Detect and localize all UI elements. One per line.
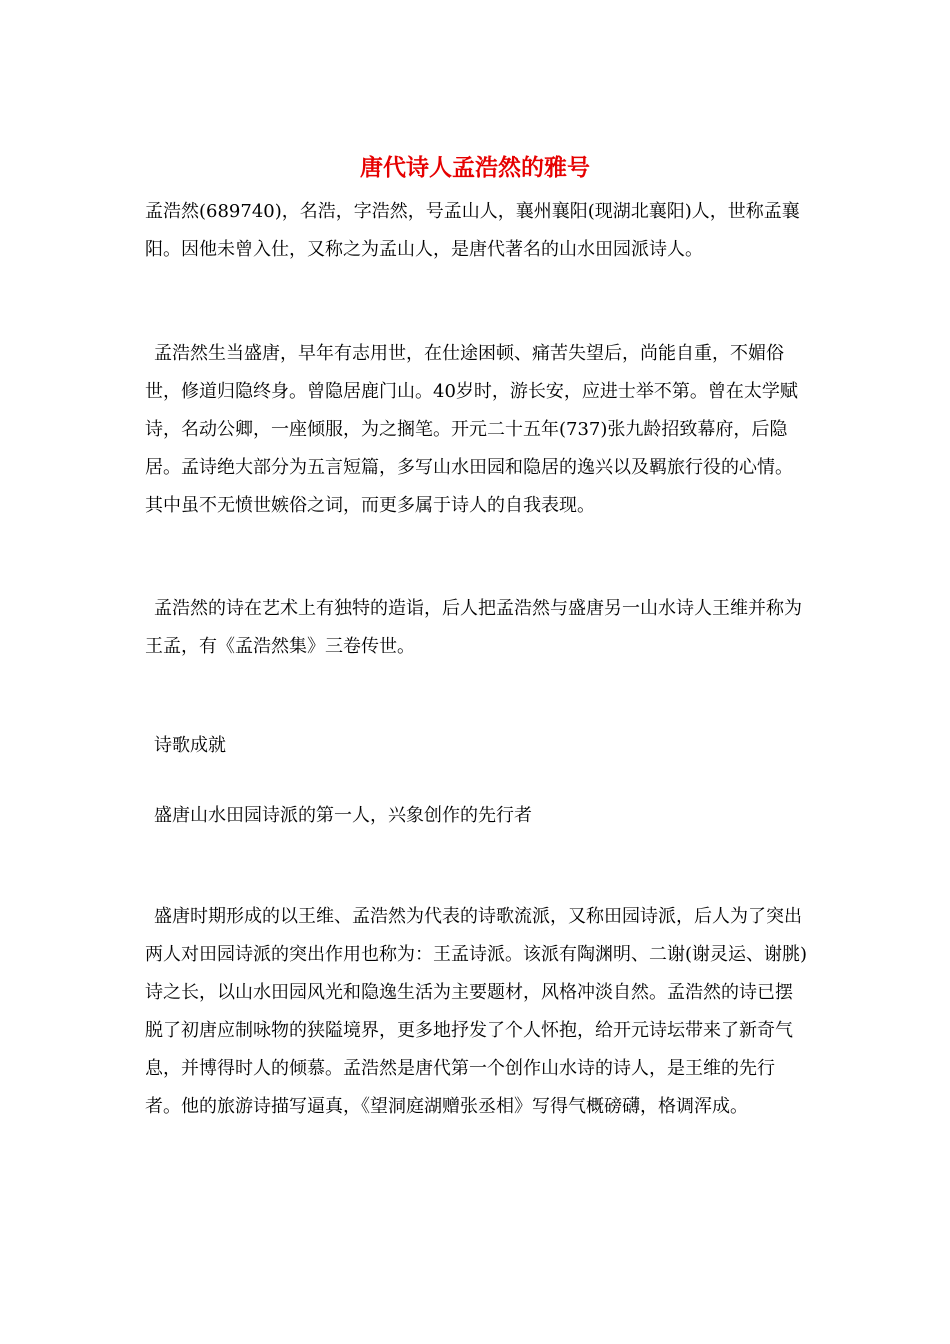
paragraph-intro: 孟浩然(689740)，名浩，字浩然，号孟山人，襄州襄阳(现湖北襄阳)人，世称孟襄阳。因他未曾入仕，又称之为孟山人，是唐代著名的山水田园派诗人。 — [145, 201, 800, 260]
paragraph-poetry-school: 盛唐时期形成的以王维、孟浩然为代表的诗歌流派，又称田园诗派，后人为了突出两人对田园诗派的突出作用也称为：王孟诗派。该派有陶渊明、二谢(谢灵运、谢朓)诗之长，以山水田园风光和隐逸生活为主要题材，风格冲淡自然。孟浩然的诗已摆脱了初唐应制咏物的狭隘境界，更多地抒发了个人怀抱，给开元诗坛带来了新奇气息，并博得时人的倾慕。孟浩然是唐代第一个创作山水诗的诗人，是王维的先行者。他的旅游诗描写逼真，《望洞庭湖赠张丞相》写得气概磅礴，格调浑成。 — [145, 906, 808, 1117]
paragraph-artistry: 孟浩然的诗在艺术上有独特的造诣，后人把孟浩然与盛唐另一山水诗人王维并称为王孟，有《孟浩然集》三卷传世。 — [145, 598, 802, 657]
document-title: 唐代诗人孟浩然的雅号 — [360, 154, 590, 181]
section-heading-poetry-achievement: 诗歌成就 — [154, 735, 226, 756]
section-subheading: 盛唐山水田园诗派的第一人，兴象创作的先行者 — [154, 805, 532, 826]
paragraph-biography: 孟浩然生当盛唐，早年有志用世，在仕途困顿、痛苦失望后，尚能自重，不媚俗世，修道归隐终身。曾隐居鹿门山。40岁时，游长安，应进士举不第。曾在太学赋诗，名动公卿，一座倾服，为之搁笔。开元二十五年(737)张九龄招致幕府，后隐居。孟诗绝大部分为五言短篇，多写山水田园和隐居的逸兴以及羁旅行役的心情。其中虽不无愤世嫉俗之词，而更多属于诗人的自我表现。 — [145, 343, 798, 516]
